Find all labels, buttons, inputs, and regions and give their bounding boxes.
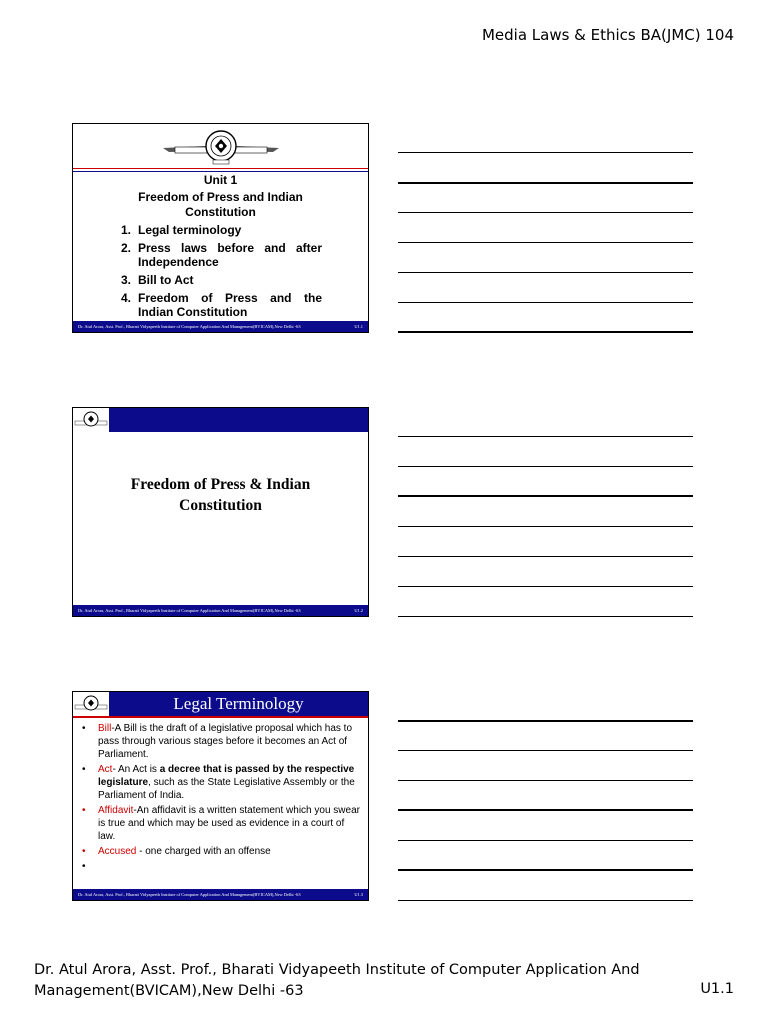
term-accused: Accused (98, 846, 137, 857)
note-line (398, 182, 693, 184)
slide-3-thumbnail (72, 691, 369, 901)
author-line-1: Dr. Atul Arora, Asst. Prof., Bharati Vidyapeeth Institute of Computer Application And (34, 962, 640, 978)
list-item (82, 763, 360, 802)
note-line (398, 495, 693, 497)
note-line (398, 272, 693, 273)
note-line (398, 720, 693, 722)
item-number: 4. (121, 291, 132, 305)
note-line (398, 331, 693, 333)
note-line (398, 780, 693, 781)
page-number: U1.1 (700, 981, 734, 997)
slide-1-header (73, 124, 368, 168)
term-act: Act (98, 764, 113, 775)
slide-footer-text: Dr. Atul Arora, Asst. Prof., Bharati Vidyapeeth Institute of Computer Application And Management(BVICAM),New Delhi -63 (78, 608, 301, 613)
slide-1-topic-list (73, 223, 368, 319)
item-number: 2. (121, 241, 132, 255)
definition-emphasis: a decree that is passed by the respective legislature (98, 764, 355, 788)
note-line (398, 869, 693, 871)
item-text: Freedom of Press and the Indian Constitution (138, 291, 322, 319)
list-item-empty (82, 860, 360, 873)
definition-text: - one charged with an offense (136, 846, 271, 857)
term-bill: Bill (98, 723, 112, 734)
note-line (398, 526, 693, 527)
note-line (398, 750, 693, 751)
slide-2-title-line-1: Freedom of Press & Indian (130, 476, 311, 493)
slide-number: U1.1 (354, 324, 363, 329)
page-footer-author (34, 960, 640, 1002)
note-line (398, 436, 693, 437)
note-line (398, 809, 693, 811)
list-item (82, 804, 360, 843)
slide-number: U1.2 (354, 608, 363, 613)
slide-2-title (73, 474, 368, 516)
list-item (82, 845, 360, 858)
note-line (398, 466, 693, 467)
note-line (398, 242, 693, 243)
list-item (82, 722, 360, 761)
item-text: Bill to Act (138, 273, 194, 287)
note-line (398, 900, 693, 901)
note-line (398, 616, 693, 617)
list-item (121, 291, 322, 319)
slide-3-red-rule (73, 716, 368, 718)
slide-1-footer (73, 321, 368, 332)
note-line (398, 302, 693, 303)
list-item (121, 273, 322, 287)
note-line (398, 586, 693, 587)
definition-text: -A Bill is the draft of a legislative proposal which has to pass through various stages before it becomes an Act of Parliament. (98, 723, 353, 760)
slide-2-logo-box (73, 408, 109, 432)
page-header-course: Media Laws & Ethics BA(JMC) 104 (481, 26, 734, 44)
term-affidavit: Affidavit (98, 805, 134, 816)
slide-1-body (73, 172, 368, 323)
bharati-vidyapeeth-logo (74, 409, 108, 431)
slide-2-title-band (73, 408, 368, 432)
author-line-2: Management(BVICAM),New Delhi -63 (34, 983, 304, 999)
bharati-vidyapeeth-logo (161, 126, 281, 166)
definition-text: , such as the State Legislative Assembly or the Parliament of India. (98, 777, 355, 801)
slide-3-footer (73, 889, 368, 900)
slide-number: U1.3 (354, 892, 363, 897)
slide-1-red-rule (73, 168, 368, 169)
slide-2-footer (73, 605, 368, 616)
slide-2-title-line-2: Constitution (179, 497, 262, 514)
note-line (398, 212, 693, 213)
slide-3-heading: Legal Terminology (173, 694, 304, 713)
slide-2-thumbnail (72, 407, 369, 617)
slide-3-logo-box (73, 692, 109, 716)
definition-text: - An Act is (112, 764, 160, 775)
slide-1-title: Freedom of Press and Indian Constitution (138, 190, 303, 219)
item-text: Press laws before and after Independence (138, 241, 322, 269)
slide-3-definitions-list (73, 722, 368, 875)
slide-footer-text: Dr. Atul Arora, Asst. Prof., Bharati Vidyapeeth Institute of Computer Application And Management(BVICAM),New Delhi -63 (78, 324, 301, 329)
item-number: 1. (121, 223, 132, 237)
list-item (121, 241, 322, 269)
slide-1-unit: Unit 1 (203, 173, 238, 187)
item-number: 3. (121, 273, 132, 287)
slide-footer-text: Dr. Atul Arora, Asst. Prof., Bharati Vidyapeeth Institute of Computer Application And Management(BVICAM),New Delhi -63 (78, 892, 301, 897)
note-line (398, 840, 693, 841)
slide-1-thumbnail (72, 123, 369, 333)
note-line (398, 556, 693, 557)
item-text: Legal terminology (138, 223, 242, 237)
definition-text: -An affidavit is a written statement which you swear is true and which may be used as evidence in a court of law. (98, 805, 360, 842)
note-line (398, 152, 693, 153)
list-item (121, 223, 322, 237)
bharati-vidyapeeth-logo (74, 693, 108, 715)
